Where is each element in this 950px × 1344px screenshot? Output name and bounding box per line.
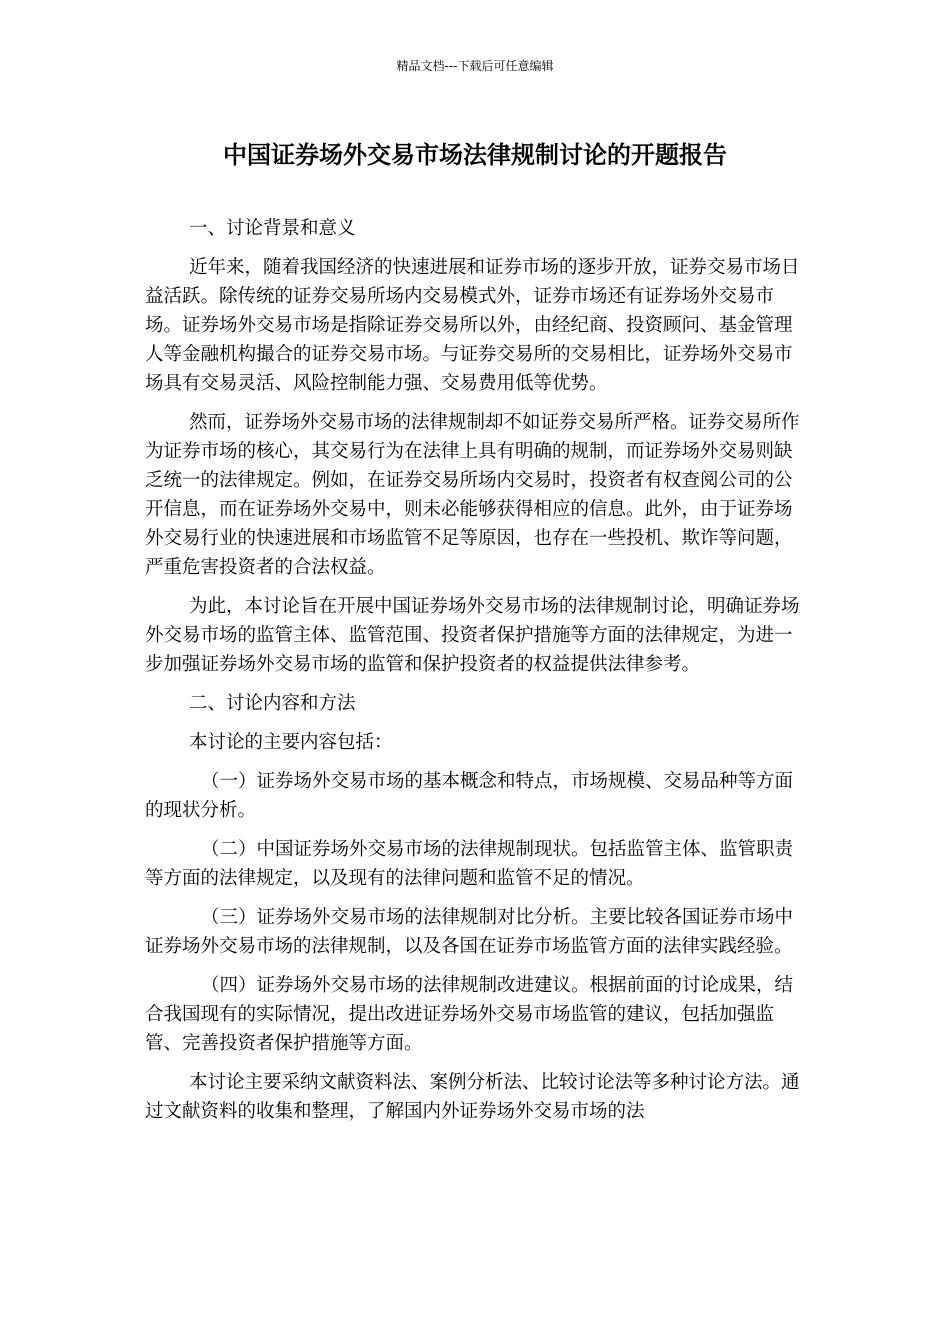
section-2-item-4: （四）证券场外交易市场的法律规制改进建议。根据前面的讨论成果，结合我国现有的实际情况，提出改进证券场外交易市场监管的建议，包括加强监管、完善投资者保护措施等方面。 <box>145 975 794 1054</box>
document-body <box>145 214 805 1136</box>
section-1-paragraph-1: 近年来，随着我国经济的快速进展和证券市场的逐步开放，证券交易市场日益活跃。除传统的证券交易所场内交易模式外，证券市场还有证券场外交易市场。证券场外交易市场是指除证券交易所以外，由经纪商、投资顾问、基金管理人等金融机构撮合的证券交易市场。与证券交易所的交易相比，证券场外交易市场具有交易灵活、风险控制能力强、交易费用低等优势。 <box>145 257 800 394</box>
document-title: 中国证券场外交易市场法律规制讨论的开题报告 <box>223 141 727 169</box>
section-1-paragraph-3: 为此，本讨论旨在开展中国证券场外交易市场的法律规制讨论，明确证券场外交易市场的监管主体、监管范围、投资者保护措施等方面的法律规定，为进一步加强证券场外交易市场的监管和保护投资者的权益提供法律参考。 <box>145 596 800 675</box>
section-2-intro: 本讨论的主要内容包括： <box>189 732 393 753</box>
section-2-item-2: （二）中国证券场外交易市场的法律规制现状。包括监管主体、监管职责等方面的法律规定，以及现有的法律问题和监管不足的情况。 <box>145 839 794 889</box>
header-note: 精品文档---下载后可任意编辑 <box>396 59 554 73</box>
section-1-paragraph-2: 然而，证券场外交易市场的法律规制却不如证券交易所严格。证券交易所作为证券市场的核心，其交易行为在法律上具有明确的规制，而证券场外交易则缺乏统一的法律规定。例如，在证券交易所场内交易时，投资者有权查阅公司的公开信息，而在证券场外交易中，则未必能够获得相应的信息。此外，由于证券场外交易行业的快速进展和市场监管不足等原因，也存在一些投机、欺诈等问题，严重危害投资者的合法权益。 <box>145 412 800 578</box>
section-1-heading: 一、讨论背景和意义 <box>189 218 356 239</box>
section-2-item-1: （一）证券场外交易市场的基本概念和特点，市场规模、交易品种等方面的现状分析。 <box>145 771 794 821</box>
section-2-heading: 二、讨论内容和方法 <box>189 693 356 714</box>
section-2-method: 本讨论主要采纳文献资料法、案例分析法、比较讨论法等多种讨论方法。通过文献资料的收集和整理，了解国内外证券场外交易市场的法 <box>145 1072 800 1122</box>
section-2-item-3: （三）证券场外交易市场的法律规制对比分析。主要比较各国证券市场中证券场外交易市场的法律规制，以及各国在证券市场监管方面的法律实践经验。 <box>145 907 794 957</box>
